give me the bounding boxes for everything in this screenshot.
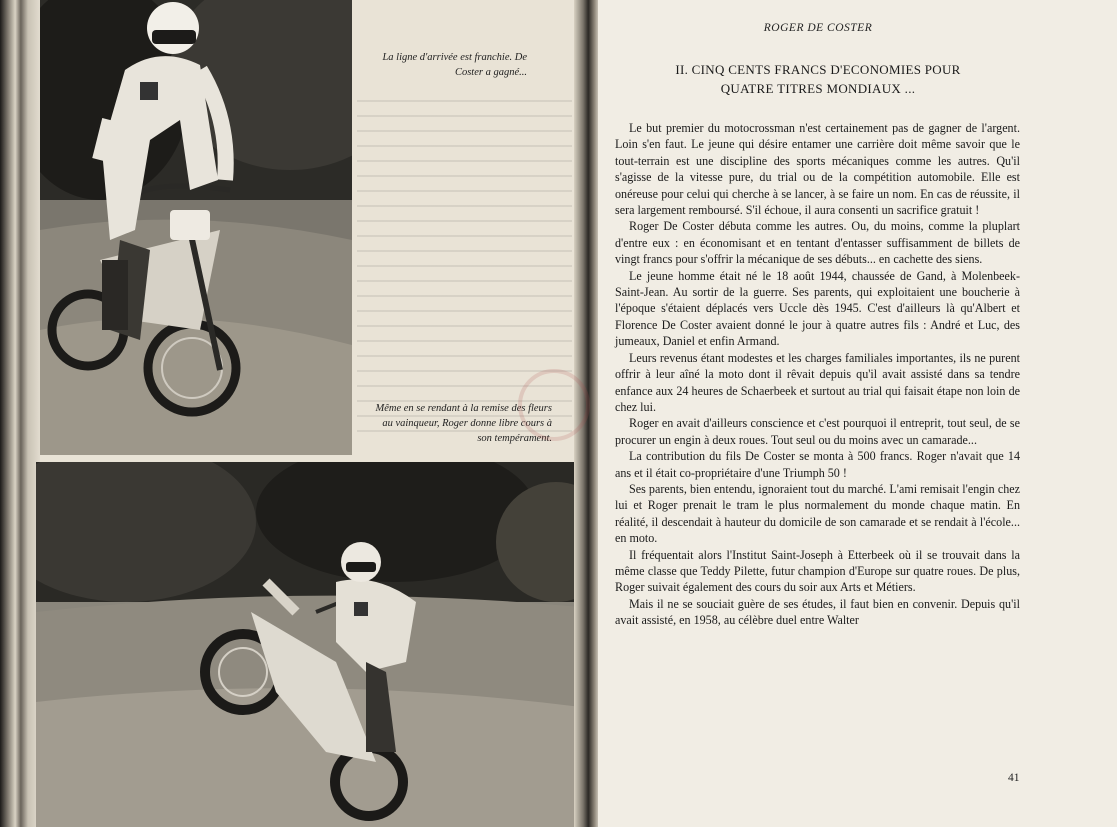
paragraph: La contribution du fils De Coster se monta à 500 francs. Roger n'avait que 14 ans et il était co-propriétaire d'une Triumph 50 ! — [615, 449, 1020, 480]
paragraph: Leurs revenus étant modestes et les charges familiales importantes, ils ne purent offrir à leur aîné la moto dont il rêvait depuis qu'il avait assisté dans sa tendre enfance aux 24 heures de Schaerbeek et surtout au trial qui faisait étape non loin de chez lui. — [615, 350, 1020, 414]
paragraph: Ses parents, bien entendu, ignoraient tout du marché. L'ami remisait l'engin chez lui et Roger prenait le tram le plus normalement du monde chaque matin. En réalité, il descendait à hauteur du domicile de son camarade et se rendait à l'école... en moto. — [615, 481, 1020, 546]
photo-caption-finish-line: La ligne d'arrivée est franchie. De Coster a gagné... — [382, 52, 527, 78]
photo-caption-podium: Même en se rendant à la remise des fleurs au vainqueur, Roger donne libre cours à son tempérament. — [375, 403, 552, 444]
paragraph: Mais il ne se souciait guère de ses études, il faut bien en convenir. Depuis qu'il avait assisté, en 1958, au célèbre duel entre Walter — [615, 596, 1020, 628]
watermark-stamp — [514, 365, 594, 445]
page-number: 41 — [1008, 772, 1020, 784]
paragraph: Il fréquentait alors l'Institut Saint-Joseph à Etterbeek où il se trouvait dans la même classe que Teddy Pilette, futur champion d'Europe sur quatre roues. De plus, Roger suivait également des cours du soir aux Arts et Métiers. — [615, 547, 1020, 595]
paragraph: Roger De Coster débuta comme les autres. Ou, du moins, comme la pluplart d'entre eux : en économisant et en tentant d'entasser suffisamment de billets de vingt francs pour s'offrir la mécanique de ses débuts... en cachette des siens. — [615, 219, 1020, 267]
paragraph: Le but premier du motocrossman n'est certainement pas de gagner de l'argent. Loin s'en faut. Le jeune qui désire entamer une carrière doit même savoir que le tout-terrain est une discipline des sports mécaniques comme les autres. Qu'il s'agisse de la vitesse pure, du trial ou de la compétition automobile. Elle est onéreuse pour celui qui cherche à se lancer, à se faire un nom. En cas de réussite, il sera largement remboursé. S'il échoue, il aura consenti un sacrifice gratuit ! — [615, 121, 1020, 218]
book-spine-edge — [0, 0, 40, 827]
paragraph: Roger en avait d'ailleurs conscience et c'est pourquoi il entreprit, tout seul, de se procurer un engin à deux roues. Tout seul ou du moins avec un camarade... — [615, 416, 1020, 447]
photo-rider-finish-line — [40, 0, 352, 455]
running-head: ROGER DE COSTER — [763, 22, 873, 34]
right-page — [598, 0, 1117, 827]
chapter-title: II. CINQ CENTS FRANCS D'ECONOMIES POUR QUATRE TITRES MONDIAUX ... — [675, 62, 961, 96]
body-text — [615, 120, 1020, 629]
paragraph: Le jeune homme était né le 18 août 1944, chaussée de Gand, à Molenbeek-Saint-Jean. Au sortir de la guerre. Ses parents, qui exploitaient une boucherie à l'époque s'étaient déplacés vers Uccle dès 1945. C'est d'ailleurs là qu'Albert et Florence De Coster avaient donné le jour à quatre autres fils : André et Luc, des jumeaux, Daniel et enfin Armand. — [615, 268, 1020, 349]
photo-rider-wheelie — [36, 462, 581, 827]
